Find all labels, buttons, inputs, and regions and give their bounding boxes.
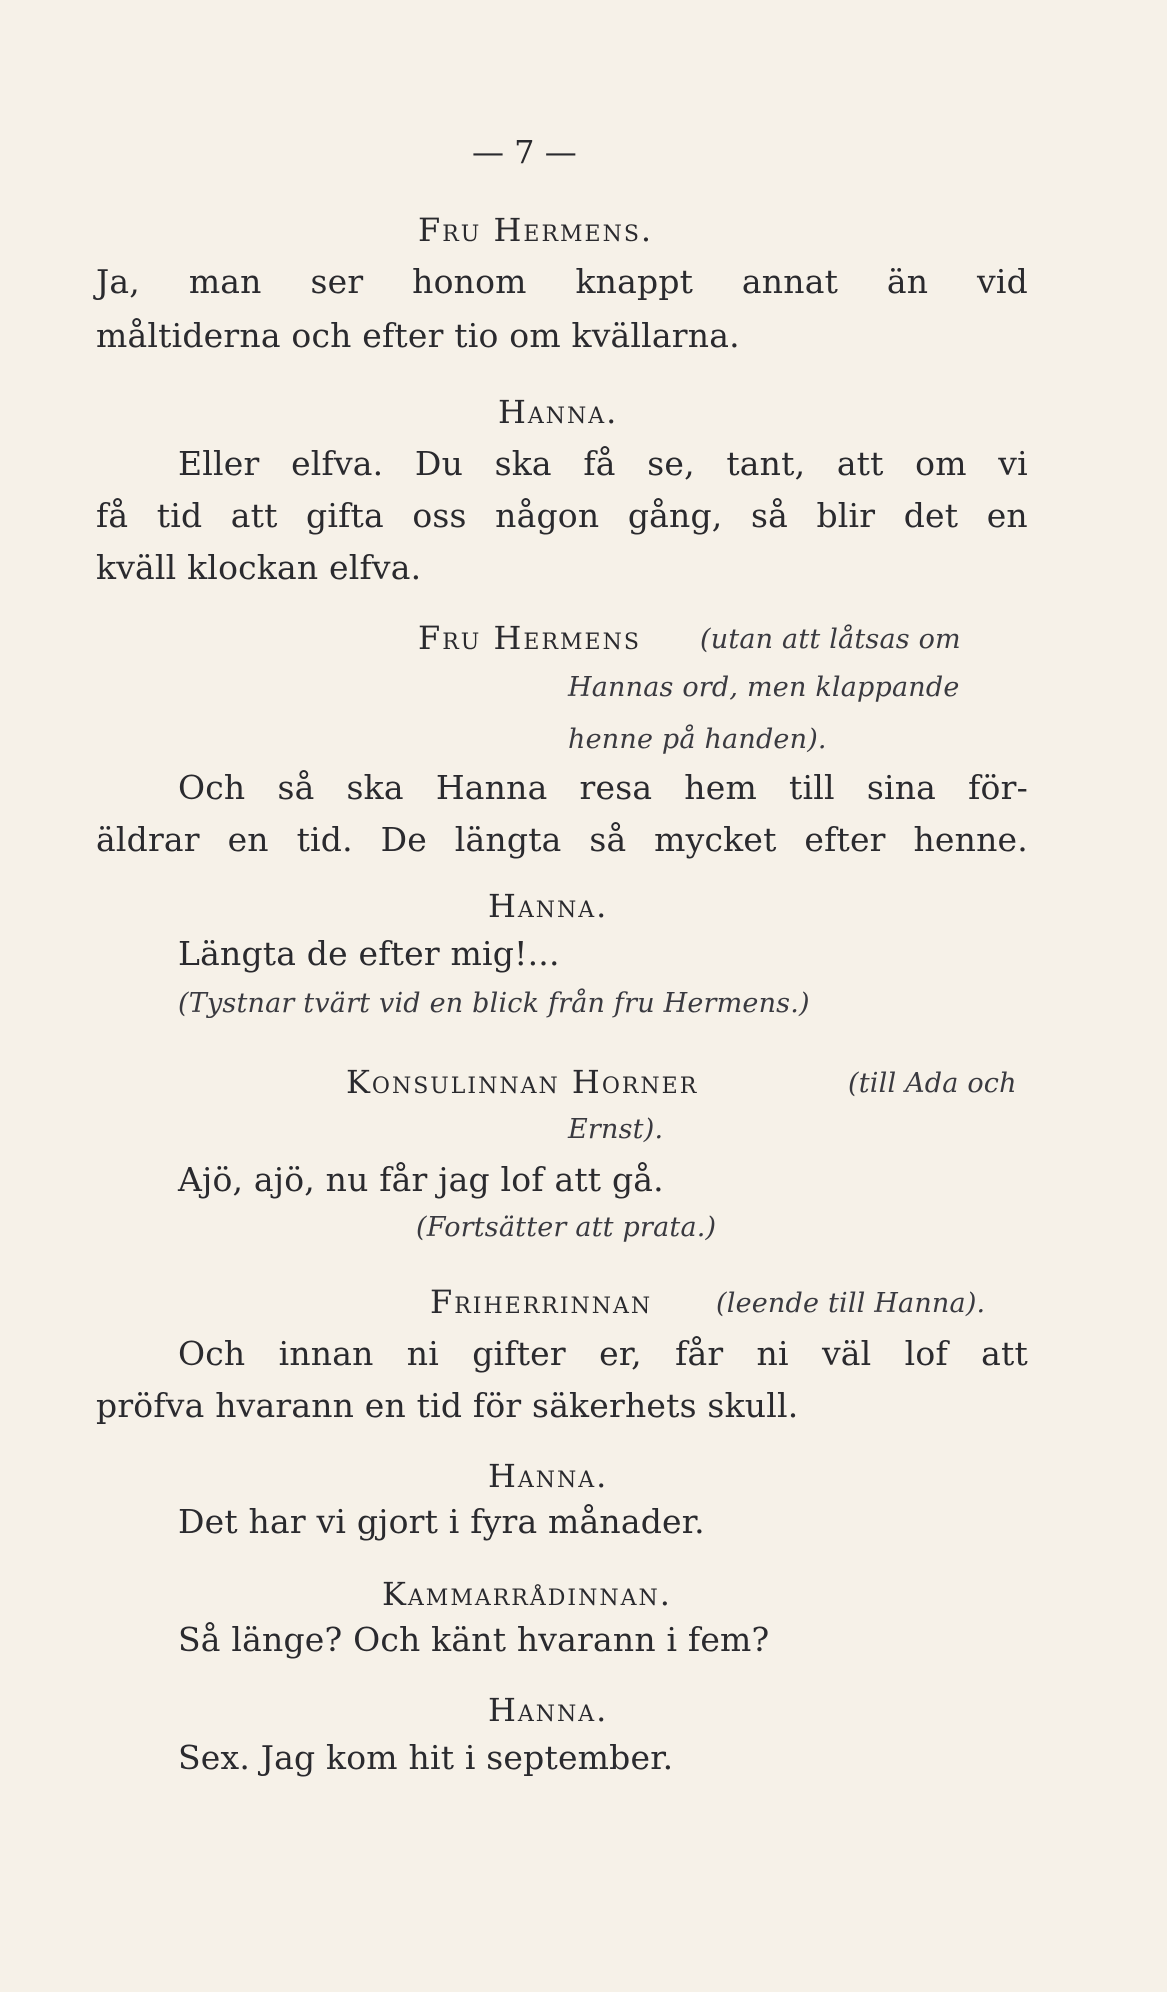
stage-direction: Hannas ord, men klappande [568, 672, 960, 703]
word: blir [816, 496, 876, 535]
speaker-fru-hermens: Fru Hermens [418, 619, 641, 657]
speech-line [96, 262, 1028, 302]
word: elfva. [291, 444, 384, 483]
word: man [188, 262, 262, 301]
word: henne. [913, 820, 1028, 859]
word: om [915, 444, 967, 483]
stage-direction: Ernst). [568, 1114, 664, 1145]
word: äldrar [96, 820, 200, 859]
word: för- [968, 768, 1028, 807]
speech-line [96, 820, 1028, 860]
speaker-hanna: Hanna. [498, 393, 619, 431]
word: efter [804, 820, 886, 859]
word: Ja, [96, 262, 140, 301]
speech-line [178, 1334, 1028, 1374]
word: honom [412, 262, 527, 301]
word: få [583, 444, 616, 483]
speech-line [178, 768, 1028, 808]
word: oss [412, 496, 467, 535]
speech-line: Så länge? Och känt hvarann i fem? [178, 1620, 770, 1659]
word: vid [977, 262, 1028, 301]
speaker-friherrinnan: Friherrinnan [430, 1283, 653, 1321]
word: tid [156, 496, 203, 535]
word: att [230, 496, 278, 535]
speech-line: Längta de efter mig!... [178, 934, 560, 973]
word: så [750, 496, 788, 535]
word: någon [495, 496, 600, 535]
speaker-hanna: Hanna. [488, 1691, 609, 1729]
word: Och [178, 768, 246, 807]
word: vi [998, 444, 1028, 483]
word: resa [579, 768, 653, 807]
word: ser [310, 262, 364, 301]
word: att [836, 444, 884, 483]
stage-direction: (utan att låtsas om [700, 624, 961, 655]
stage-direction: (leende till Hanna). [716, 1288, 986, 1319]
word: så [589, 820, 627, 859]
speech-line: Ajö, ajö, nu får jag lof att gå. [178, 1160, 664, 1199]
word: väl [821, 1334, 872, 1373]
stage-direction: (Fortsätter att prata.) [416, 1212, 717, 1243]
word: sina [866, 768, 937, 807]
word: få [96, 496, 129, 535]
word: ni [406, 1334, 440, 1373]
speech-line: kväll klockan elfva. [96, 548, 422, 587]
word: så [277, 768, 315, 807]
speaker-kammarradinnan: Kammarrådinnan. [382, 1575, 672, 1613]
word: knappt [575, 262, 694, 301]
speech-line [96, 496, 1028, 536]
word: Och [178, 1334, 246, 1373]
stage-direction: henne på handen). [568, 724, 827, 755]
word: att [981, 1334, 1028, 1373]
word: längta [454, 820, 562, 859]
word: annat [741, 262, 839, 301]
word: Eller [178, 444, 260, 483]
word: det [903, 496, 959, 535]
word: en [986, 496, 1028, 535]
speech-line: pröfva hvarann en tid för säkerhets skull. [96, 1386, 799, 1425]
speech-line: Det har vi gjort i fyra månader. [178, 1502, 705, 1541]
speech-line: måltiderna och efter tio om kvällarna. [96, 316, 740, 355]
speech-line [178, 444, 1028, 484]
word: lof [904, 1334, 948, 1373]
word: ska [494, 444, 552, 483]
word: ni [756, 1334, 789, 1373]
word: gång, [627, 496, 723, 535]
word: se, [647, 444, 695, 483]
word: tid. [296, 820, 353, 859]
word: hem [684, 768, 757, 807]
word: Hanna [435, 768, 548, 807]
word: gifter [472, 1334, 566, 1373]
word: till [789, 768, 835, 807]
word: mycket [654, 820, 777, 859]
word: en [227, 820, 269, 859]
word: får [675, 1334, 724, 1373]
page-number: — 7 — [472, 133, 577, 171]
word: innan [278, 1334, 374, 1373]
word: än [886, 262, 929, 301]
word: De [380, 820, 427, 859]
stage-direction: (Tystnar tvärt vid en blick från fru Hermens.) [178, 988, 810, 1019]
speaker-konsulinnan-horner: Konsulinnan Horner [346, 1063, 699, 1101]
speaker-fru-hermens: Fru Hermens. [418, 211, 654, 249]
speaker-hanna: Hanna. [488, 1457, 609, 1495]
word: Du [414, 444, 464, 483]
word: er, [599, 1334, 642, 1373]
speaker-hanna: Hanna. [488, 887, 609, 925]
stage-direction: (till Ada och [848, 1068, 1017, 1099]
word: tant, [726, 444, 806, 483]
word: gifta [306, 496, 384, 535]
word: ska [346, 768, 404, 807]
speech-line: Sex. Jag kom hit i september. [178, 1738, 674, 1777]
